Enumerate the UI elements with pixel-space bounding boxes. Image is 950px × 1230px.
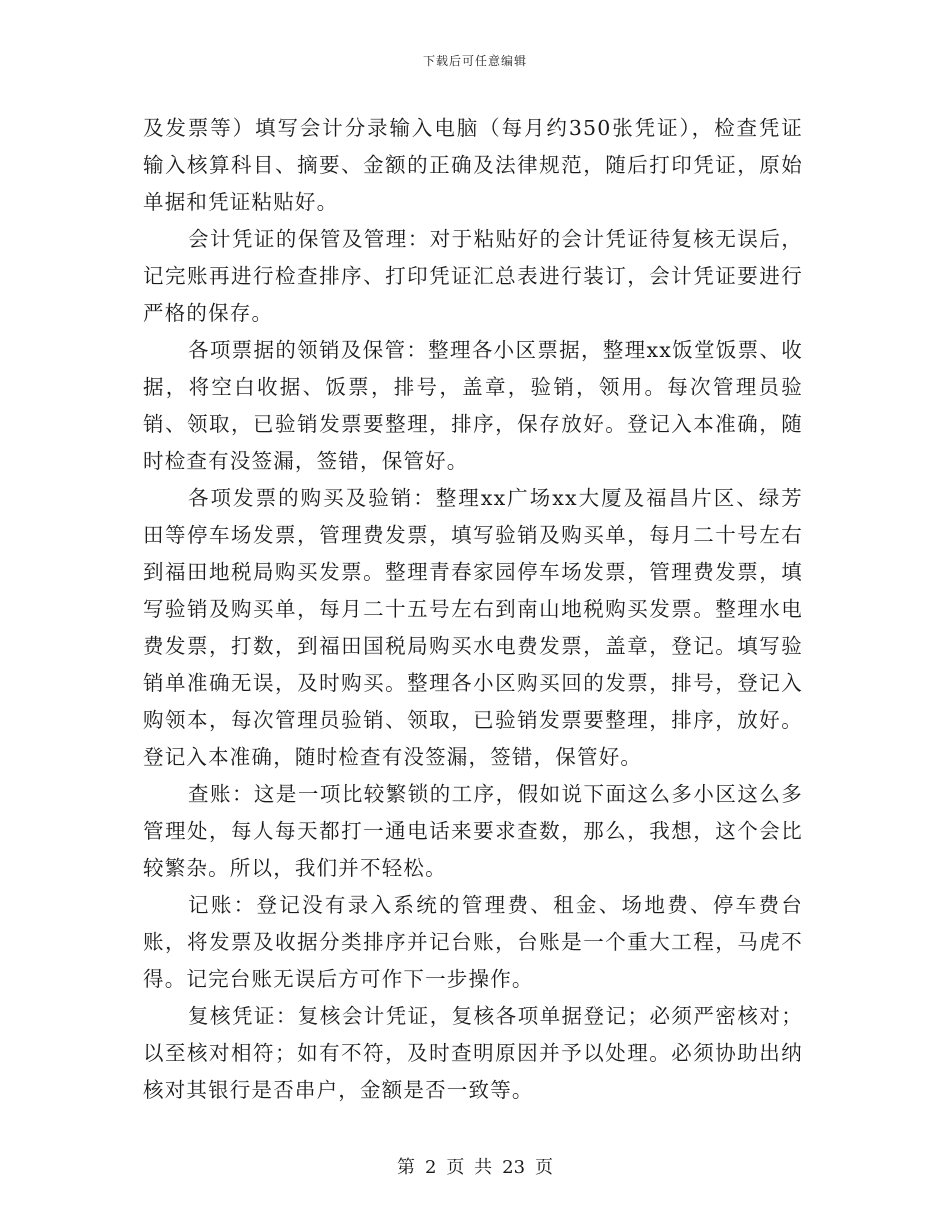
page-header: 下载后可任意编辑: [422, 54, 527, 68]
paragraph-voucher-review: 复核凭证：复核会计凭证，复核各项单据登记；必须严密核对；以至核对相符；如有不符，及时查明原因并予以处理。必须协助出纳核对其银行是否串户，金额是否一致等。: [143, 1004, 803, 1102]
footer-middle: 页 共: [446, 1157, 493, 1178]
footer-current-page: 2: [424, 1157, 437, 1178]
page-number-footer: [0, 1153, 950, 1179]
footer-suffix: 页: [535, 1157, 554, 1178]
paragraph-bookkeeping: 记账：登记没有录入系统的管理费、租金、场地费、停车费台账，将发票及收据分类排序并记台账，台账是一个重大工程，马虎不得。记完台账无误后方可作下一步操作。: [143, 893, 803, 991]
paragraph-invoice-purchase: 各项发票的购买及验销：整理xx广场xx大厦及福昌片区、绿芳田等停车场发票，管理费发票，填写验销及购买单，每月二十号左右到福田地税局购买发票。整理青春家园停车场发票，管理费发票，填写验销及购买单，每月二十五号左右到南山地税购买发票。整理水电费发票，打数，到福田国税局购买水电费发票，盖章，登记。填写验销单准确无误，及时购买。整理各小区购买回的发票，排号，登记入购领本，每次管理员验销、领取，已验销发票要整理，排序，放好。登记入本准确，随时检查有没签漏，签错，保管好。: [143, 486, 803, 769]
paragraph-voucher-entry: 及发票等）填写会计分录输入电脑（每月约350张凭证），检查凭证输入核算科目、摘要、金额的正确及法律规范，随后打印凭证，原始单据和凭证粘贴好。: [143, 116, 803, 214]
footer-total-pages: 23: [502, 1157, 526, 1178]
footer-prefix: 第: [396, 1157, 415, 1178]
paragraph-account-checking: 查账：这是一项比较繁锁的工序，假如说下面这么多小区这么多管理处，每人每天都打一通电话来要求查数，那么，我想，这个会比较繁杂。所以，我们并不轻松。: [143, 782, 803, 880]
paragraph-voucher-storage: 会计凭证的保管及管理：对于粘贴好的会计凭证待复核无误后，记完账再进行检查排序、打印凭证汇总表进行装订，会计凭证要进行严格的保存。: [143, 227, 803, 325]
document-body: [143, 110, 803, 1109]
paragraph-receipt-management: 各项票据的领销及保管：整理各小区票据，整理xx饭堂饭票、收据，将空白收据、饭票，排号，盖章，验销，领用。每次管理员验销、领取，已验销发票要整理，排序，保存放好。登记入本准确，随时检查有没签漏，签错，保管好。: [143, 338, 803, 473]
